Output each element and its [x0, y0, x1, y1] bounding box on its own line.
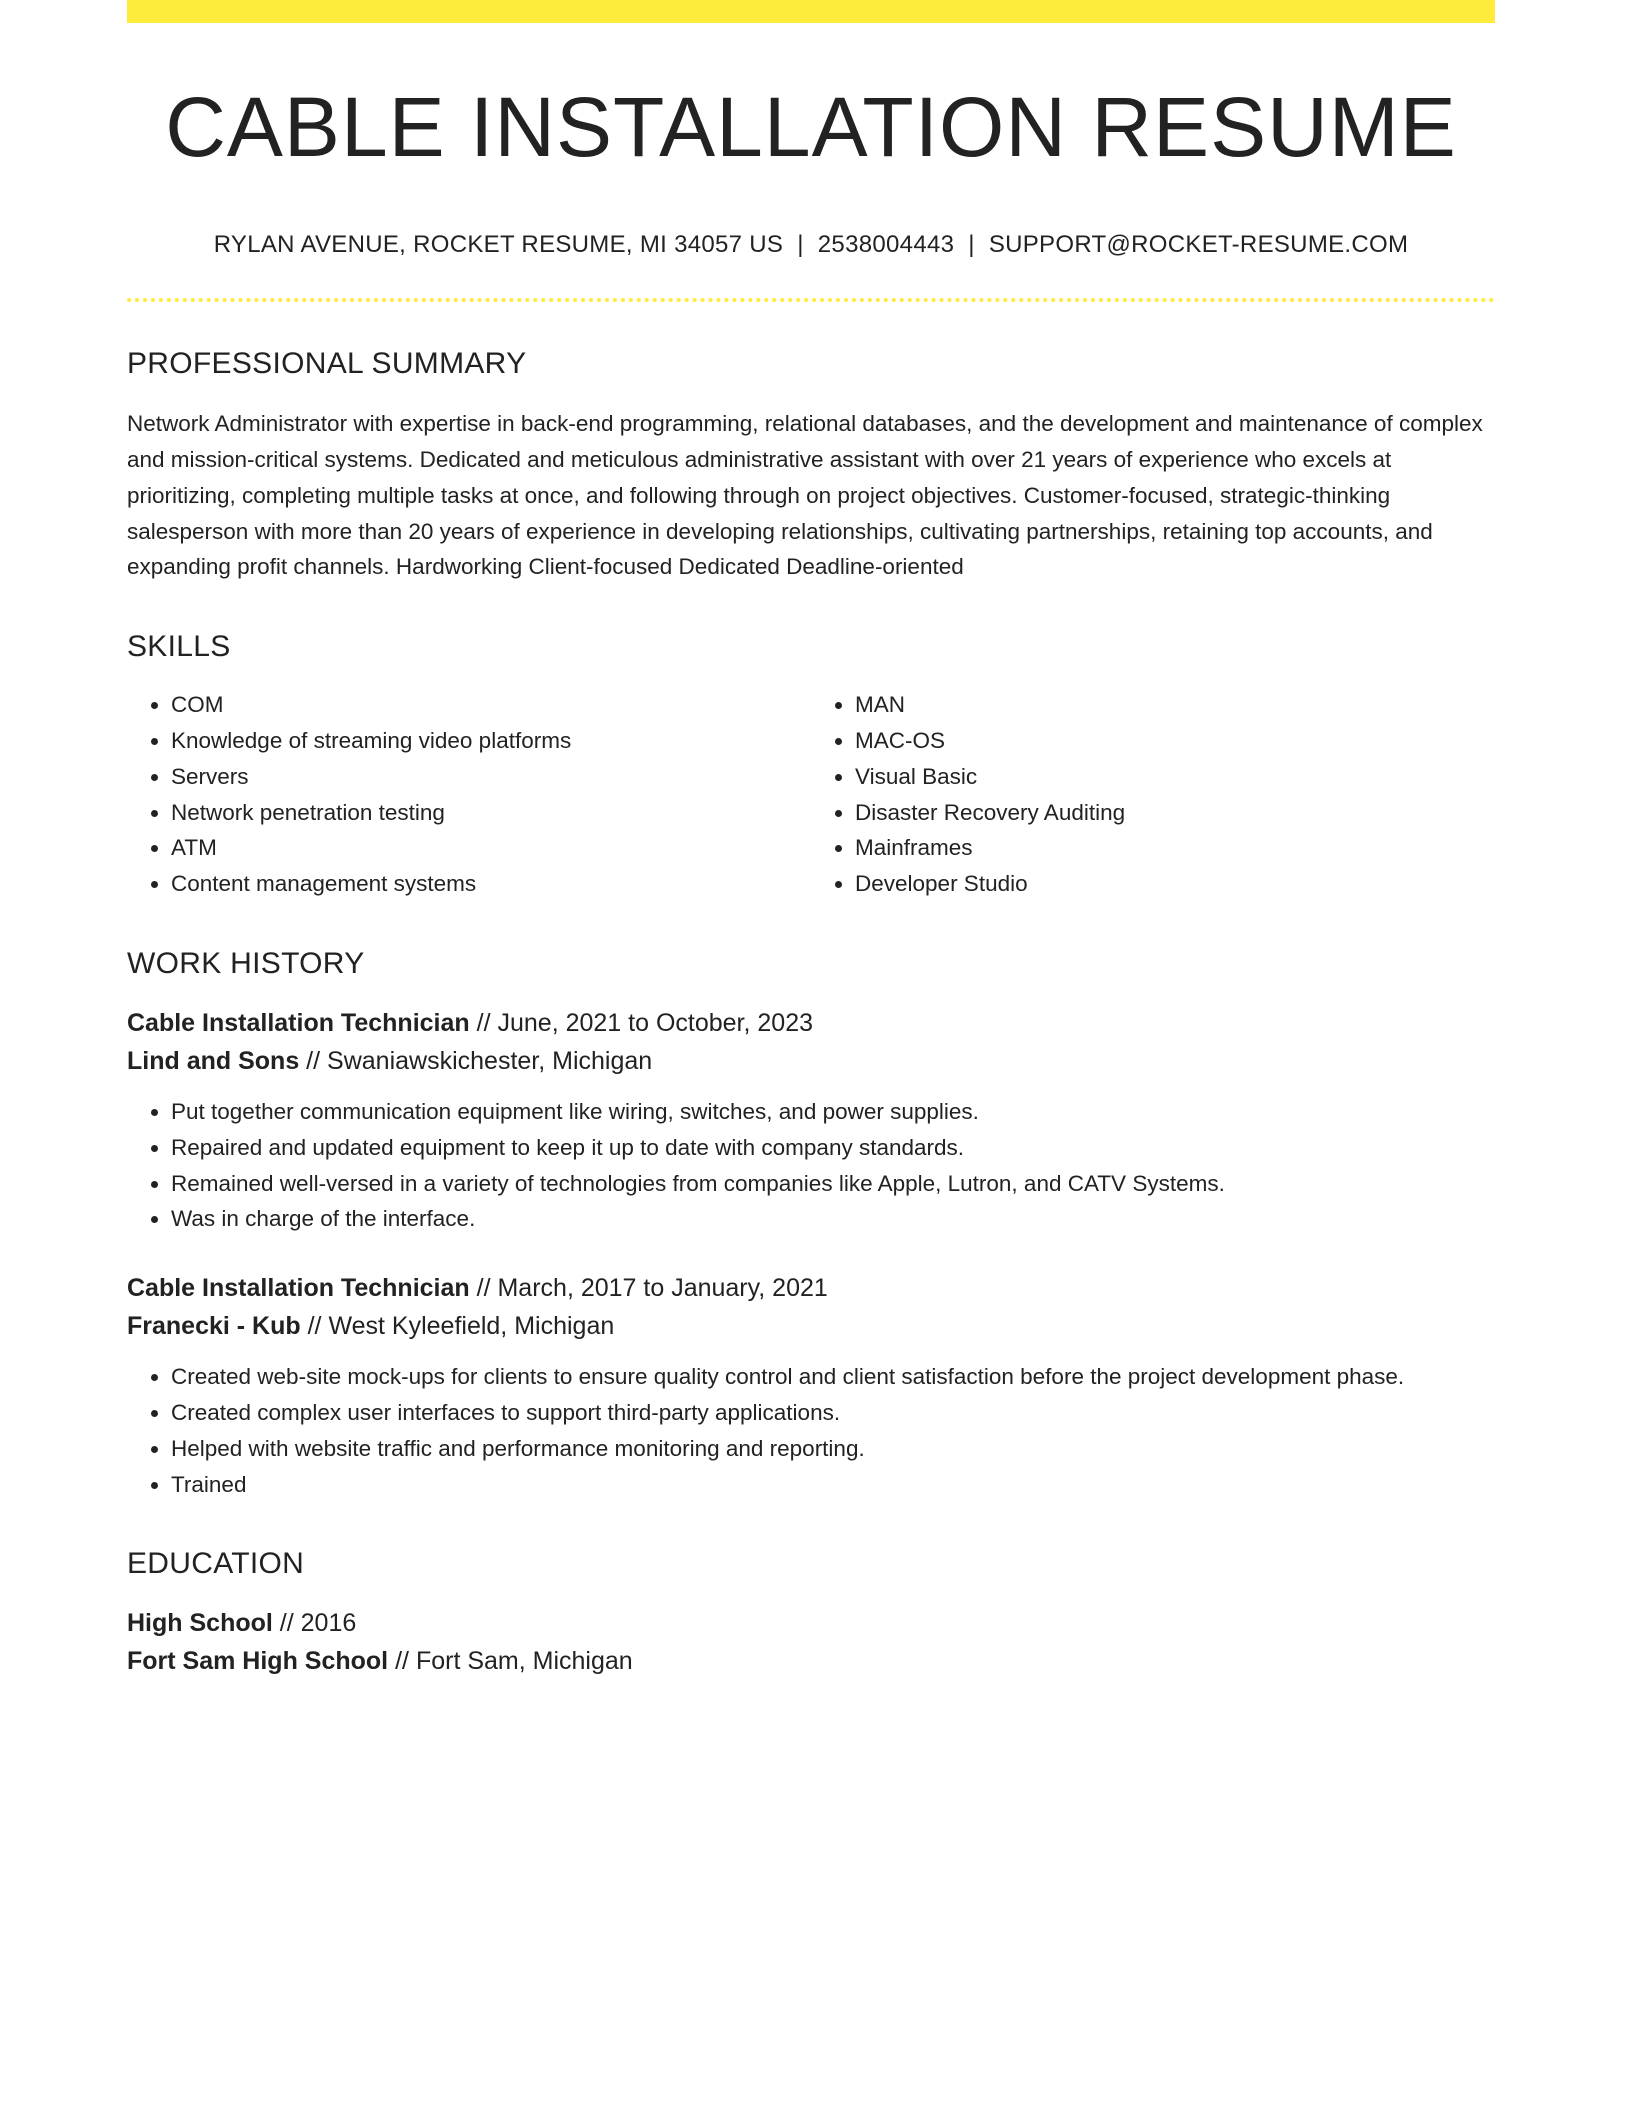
job-duties — [127, 1094, 1495, 1237]
summary-text: Network Administrator with expertise in back-end programming, relational databases, and the development and maintenance of complex and mission-critical systems. Dedicated and meticulous administrative assistant with over 21 years of experience who excels at prioritizing, completing multiple tasks at once, and following through on project objectives. Customer-focused, strategic-thinking salesperson with more than 20 years of experience in developing relationships, cultivating partnerships, retaining top accounts, and expanding profit channels. Hardworking Client-focused Dedicated Deadline-oriented — [127, 411, 1483, 580]
divider: // — [307, 1312, 322, 1341]
job-title-line — [127, 1004, 1495, 1042]
resume-title: CABLE INSTALLATION RESUME — [165, 80, 1457, 174]
education-entry — [127, 1604, 1495, 1680]
job-duty: • Was in charge of the interface. — [171, 1201, 1495, 1237]
job-duty: • Put together communication equipment like wiring, switches, and power supplies. — [171, 1094, 1495, 1130]
skill-item: • ATM — [171, 830, 811, 866]
accent-top-bar — [127, 0, 1495, 23]
skill-item: • MAN — [855, 687, 1495, 723]
education-degree-line — [127, 1604, 1495, 1642]
skill-item: • MAC-OS — [855, 723, 1495, 759]
work-history-heading: WORK HISTORY — [127, 946, 365, 980]
skills-column-right — [811, 687, 1495, 902]
contact-separator: | — [797, 231, 804, 259]
skill-item: • Mainframes — [855, 830, 1495, 866]
dotted-divider — [127, 298, 1495, 302]
education-degree: High School — [127, 1609, 273, 1638]
resume-page — [127, 0, 1495, 1680]
job-dates: March, 2017 to January, 2021 — [497, 1274, 828, 1303]
job-company-line — [127, 1042, 1495, 1080]
job-duty: • Created complex user interfaces to support third-party applications. — [171, 1395, 1495, 1431]
job-duty: • Trained — [171, 1467, 1495, 1503]
job-duty: • Repaired and updated equipment to keep it up to date with company standards. — [171, 1130, 1495, 1166]
skill-item: • Servers — [171, 759, 811, 795]
contact-separator: | — [968, 231, 975, 259]
divider: // — [279, 1609, 294, 1638]
job-duties — [127, 1359, 1495, 1502]
job-duty: • Created web-site mock-ups for clients to ensure quality control and client satisfaction before the project development phase. — [171, 1359, 1495, 1395]
job-duty: • Remained well-versed in a variety of technologies from companies like Apple, Lutron, and CATV Systems. — [171, 1166, 1495, 1202]
job-location: West Kyleefield, Michigan — [328, 1312, 615, 1341]
summary-heading: PROFESSIONAL SUMMARY — [127, 347, 527, 381]
divider: // — [476, 1008, 491, 1037]
skill-item: • COM — [171, 687, 811, 723]
skill-item: • Disaster Recovery Auditing — [855, 795, 1495, 831]
skills-heading: SKILLS — [127, 630, 231, 664]
education-heading: EDUCATION — [127, 1547, 305, 1581]
education-year: 2016 — [300, 1609, 357, 1638]
skill-item: • Content management systems — [171, 866, 811, 902]
skills-list — [127, 687, 1495, 902]
job-company-line — [127, 1307, 1495, 1345]
contact-line — [127, 231, 1495, 260]
job-entry — [127, 1004, 1495, 1237]
contact-email: SUPPORT@ROCKET-RESUME.COM — [988, 231, 1409, 259]
skill-item: • Network penetration testing — [171, 795, 811, 831]
divider: // — [476, 1274, 491, 1303]
job-duty: • Helped with website traffic and performance monitoring and reporting. — [171, 1431, 1495, 1467]
skill-item: • Developer Studio — [855, 866, 1495, 902]
divider: // — [306, 1046, 321, 1075]
job-title: Cable Installation Technician — [127, 1274, 470, 1303]
job-dates: June, 2021 to October, 2023 — [497, 1008, 813, 1037]
job-company: Lind and Sons — [127, 1046, 300, 1075]
job-title: Cable Installation Technician — [127, 1008, 470, 1037]
contact-phone: 2538004443 — [817, 231, 955, 259]
job-location: Swaniawskichester, Michigan — [327, 1046, 653, 1075]
job-company: Franecki - Kub — [127, 1312, 301, 1341]
contact-address: RYLAN AVENUE, ROCKET RESUME, MI 34057 US — [213, 231, 784, 259]
job-entry — [127, 1269, 1495, 1502]
skills-column-left — [127, 687, 811, 902]
education-school: Fort Sam High School — [127, 1647, 389, 1676]
job-title-line — [127, 1269, 1495, 1307]
skill-item: • Visual Basic — [855, 759, 1495, 795]
skill-item: • Knowledge of streaming video platforms — [171, 723, 811, 759]
education-school-line — [127, 1642, 1495, 1680]
divider: // — [395, 1647, 409, 1676]
education-location: Fort Sam, Michigan — [415, 1647, 633, 1676]
